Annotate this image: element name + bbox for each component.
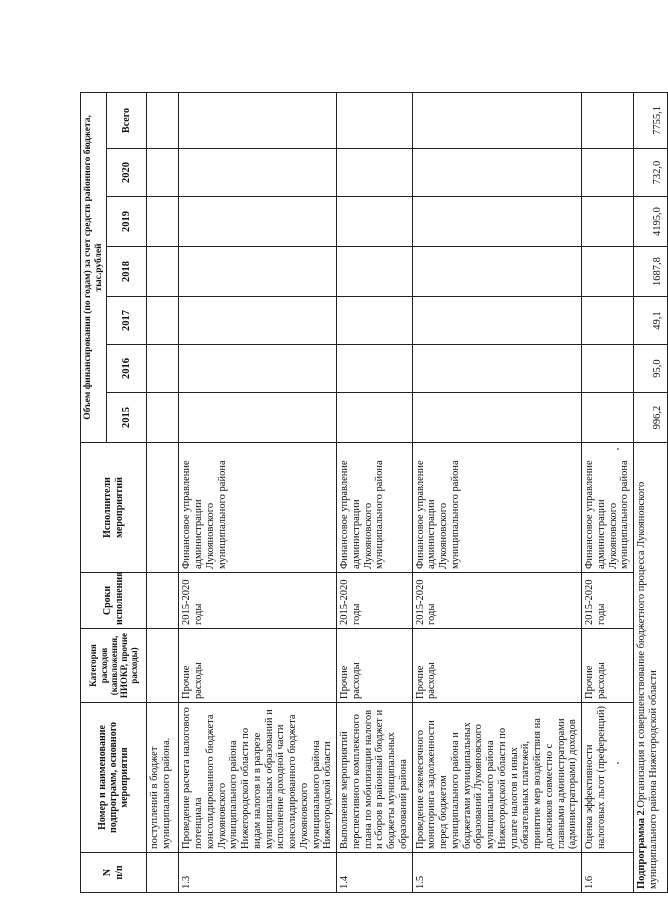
row-name: Проведение расчета налогового потенциала консолидированного бюджета Лукояновского муниципального района Нижегородской области по видам налогов и в разрезе муниципальных образований и исполнение доходной части консолидированного бюджета Лукояновского муниципального района Нижегородской области <box>179 703 337 853</box>
row-number: 1.3 <box>179 853 337 893</box>
row-terms: 2015-2020 годы <box>337 573 413 629</box>
row-name: Оценка эффективности налоговых льгот (преференций) <box>582 703 634 853</box>
row-value-cell <box>412 149 582 197</box>
header-year-2019: 2019 <box>107 197 147 247</box>
row-value-cell <box>582 393 634 443</box>
row-value-cell <box>337 345 413 393</box>
header-year-2016: 2016 <box>107 345 147 393</box>
table-row <box>147 92 179 892</box>
row-value-cell <box>179 345 337 393</box>
subprogram-text: .Организация и совершенствование бюджетного процесса Лукояновского муниципального района Нижегородской области <box>636 481 659 889</box>
row-value-cell <box>412 92 582 148</box>
row-value-cell <box>179 197 337 247</box>
table-row <box>337 92 413 892</box>
row-terms: 2015-2020 годы <box>179 573 337 629</box>
margin-dot <box>617 762 619 764</box>
row-number: 1.4 <box>337 853 413 893</box>
row-category <box>147 629 179 703</box>
row-value-cell <box>582 149 634 197</box>
header-funding: Объем финансирования (по годам) за счет средств районного бюджета, тыс.рублей <box>81 92 107 442</box>
table-row <box>582 92 634 892</box>
subprogram-value-2015: 996,2 <box>634 393 668 443</box>
header-number: N п/п <box>81 853 147 893</box>
row-value-cell <box>147 393 179 443</box>
header-year-2018: 2018 <box>107 247 147 297</box>
row-value-cell <box>147 92 179 148</box>
header-name: Номер и наименование подпрограмм, основного мероприятия <box>81 703 147 853</box>
row-value-cell <box>337 149 413 197</box>
subprogram-value-2020: 732,0 <box>634 149 668 197</box>
row-category: Прочие расходы <box>582 629 634 703</box>
row-value-cell <box>179 149 337 197</box>
row-executor: Финансовое управление администрации Лукояновского муниципального района <box>179 443 337 573</box>
subprogram-title <box>634 443 668 893</box>
header-year-2015: 2015 <box>107 393 147 443</box>
header-year-2017: 2017 <box>107 297 147 345</box>
row-value-cell <box>582 297 634 345</box>
row-value-cell <box>412 247 582 297</box>
row-value-cell <box>147 345 179 393</box>
row-value-cell <box>412 197 582 247</box>
subprogram-label: Подпрограмма 2 <box>636 810 647 889</box>
row-value-cell <box>582 247 634 297</box>
table-body <box>147 92 668 892</box>
header-executors: Исполнители мероприятий <box>81 443 147 573</box>
row-value-cell <box>337 297 413 345</box>
row-executor: Финансовое управление администрации Лукояновского муниципального района <box>412 443 582 573</box>
row-value-cell <box>582 197 634 247</box>
row-value-cell <box>337 92 413 148</box>
row-value-cell <box>147 149 179 197</box>
rotated-budget-table <box>80 93 664 893</box>
row-category: Прочие расходы <box>412 629 582 703</box>
row-value-cell <box>412 393 582 443</box>
row-terms: 2015-2020 годы <box>582 573 634 629</box>
subprogram-value-2016: 95,0 <box>634 345 668 393</box>
row-value-cell <box>337 197 413 247</box>
row-number: 1.5 <box>412 853 582 893</box>
header-category: Категория расходов (капвложения, НИОКР, прочие расходы) <box>81 629 147 703</box>
subprogram-row <box>634 92 668 892</box>
budget-table <box>80 92 668 893</box>
row-executor <box>147 443 179 573</box>
row-value-cell <box>179 393 337 443</box>
margin-dot <box>617 448 619 450</box>
row-value-cell <box>179 92 337 148</box>
subprogram-value-2019: 4195,0 <box>634 197 668 247</box>
row-terms <box>147 573 179 629</box>
row-value-cell <box>147 297 179 345</box>
row-executor: Финансовое управление администрации Лукояновского муниципального района <box>337 443 413 573</box>
row-value-cell <box>337 247 413 297</box>
row-category: Прочие расходы <box>337 629 413 703</box>
header-terms: Сроки исполнения <box>81 573 147 629</box>
row-value-cell <box>179 247 337 297</box>
row-terms: 2015-2020 годы <box>412 573 582 629</box>
header-total: Всего <box>107 92 147 148</box>
subprogram-value-2017: 49,1 <box>634 297 668 345</box>
row-number <box>147 853 179 893</box>
row-number: 1.6 <box>582 853 634 893</box>
table-row <box>412 92 582 892</box>
row-name: поступлений в бюджет муниципального района. <box>147 703 179 853</box>
row-value-cell <box>412 345 582 393</box>
row-value-cell <box>179 297 337 345</box>
row-executor: Финансовое управление администрации Лукояновского муниципального района <box>582 443 634 573</box>
row-name: Проведение ежемесячного мониторинга задолженности перед бюджетом муниципального района и бюджетами муниципальных образований Лукояновского муниципального района Нижегородской области по уплате налогов и иных обязательных платежей, принятие мер воздействия на должников совместно с главными администраторами (администраторами) доходов <box>412 703 582 853</box>
row-value-cell <box>582 345 634 393</box>
row-value-cell <box>337 393 413 443</box>
subprogram-value-2018: 1687,8 <box>634 247 668 297</box>
row-value-cell <box>147 197 179 247</box>
row-value-cell <box>412 297 582 345</box>
row-category: Прочие расходы <box>179 629 337 703</box>
row-value-cell <box>582 92 634 148</box>
subprogram-value-total: 7755,1 <box>634 92 668 148</box>
header-year-2020: 2020 <box>107 149 147 197</box>
table-row <box>179 92 337 892</box>
row-value-cell <box>147 247 179 297</box>
row-name: Выполнение мероприятий перспективного комплексного плана по мобилизации налогов и сборов в районный бюджет и бюджеты муниципальных образований района <box>337 703 413 853</box>
